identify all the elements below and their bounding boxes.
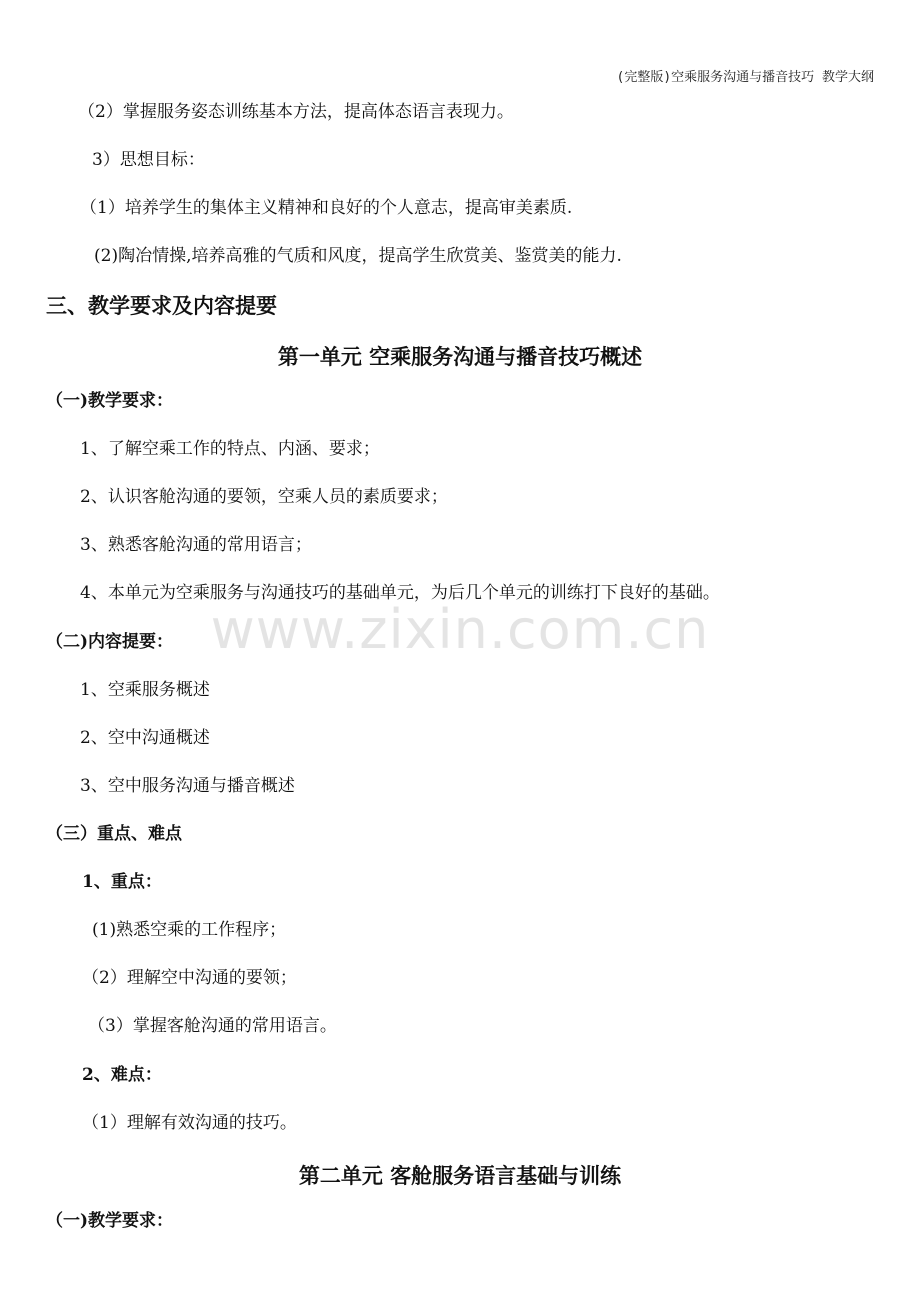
paragraph-ideology-goal-2: (2)陶冶情操,培养高雅的气质和风度，提高学生欣赏美、鉴赏美的能力.: [94, 246, 622, 266]
unit-1-title: 第一单元 空乘服务沟通与播音技巧概述: [277, 344, 643, 369]
key-points-subheading: 1、重点：: [82, 872, 162, 892]
list-item: 1、空乘服务概述: [80, 680, 210, 700]
list-item: 4、本单元为空乘服务与沟通技巧的基础单元，为后几个单元的训练打下良好的基础。: [80, 583, 720, 603]
list-item: （2）理解空中沟通的要领；: [82, 968, 297, 988]
section-title: 三、教学要求及内容提要: [46, 293, 277, 318]
unit-1-content-heading: （二)内容提要：: [46, 632, 174, 652]
list-item: 1、了解空乘工作的特点、内涵、要求；: [80, 439, 380, 459]
watermark: www.zixin.com.cn: [210, 598, 710, 661]
paragraph-ideology-goal-1: （1）培养学生的集体主义精神和良好的个人意志，提高审美素质.: [80, 198, 573, 218]
list-item: 3、熟悉客舱沟通的常用语言；: [80, 535, 312, 555]
list-item: 3、空中服务沟通与播音概述: [80, 776, 295, 796]
document-header: (完整版)空乘服务沟通与播音技巧 教学大纲: [616, 70, 874, 85]
unit-1-key-points-heading: （三）重点、难点: [46, 824, 182, 844]
list-item: (1)熟悉空乘的工作程序；: [92, 920, 287, 940]
unit-2-title: 第二单元 客舱服务语言基础与训练: [298, 1163, 622, 1188]
paragraph-ideology-goal-heading: 3）思想目标：: [92, 150, 205, 170]
list-item: 2、认识客舱沟通的要领，空乘人员的素质要求；: [80, 487, 448, 507]
unit-1-requirements-heading: （一)教学要求：: [46, 391, 174, 411]
list-item: （3）掌握客舱沟通的常用语言。: [88, 1016, 337, 1036]
paragraph-skill-goal-2: （2）掌握服务姿态训练基本方法，提高体态语言表现力。: [78, 102, 514, 122]
list-item: 2、空中沟通概述: [80, 728, 210, 748]
unit-2-requirements-heading: （一)教学要求：: [46, 1211, 174, 1231]
difficulties-subheading: 2、难点：: [82, 1065, 162, 1085]
list-item: （1）理解有效沟通的技巧。: [82, 1113, 297, 1133]
